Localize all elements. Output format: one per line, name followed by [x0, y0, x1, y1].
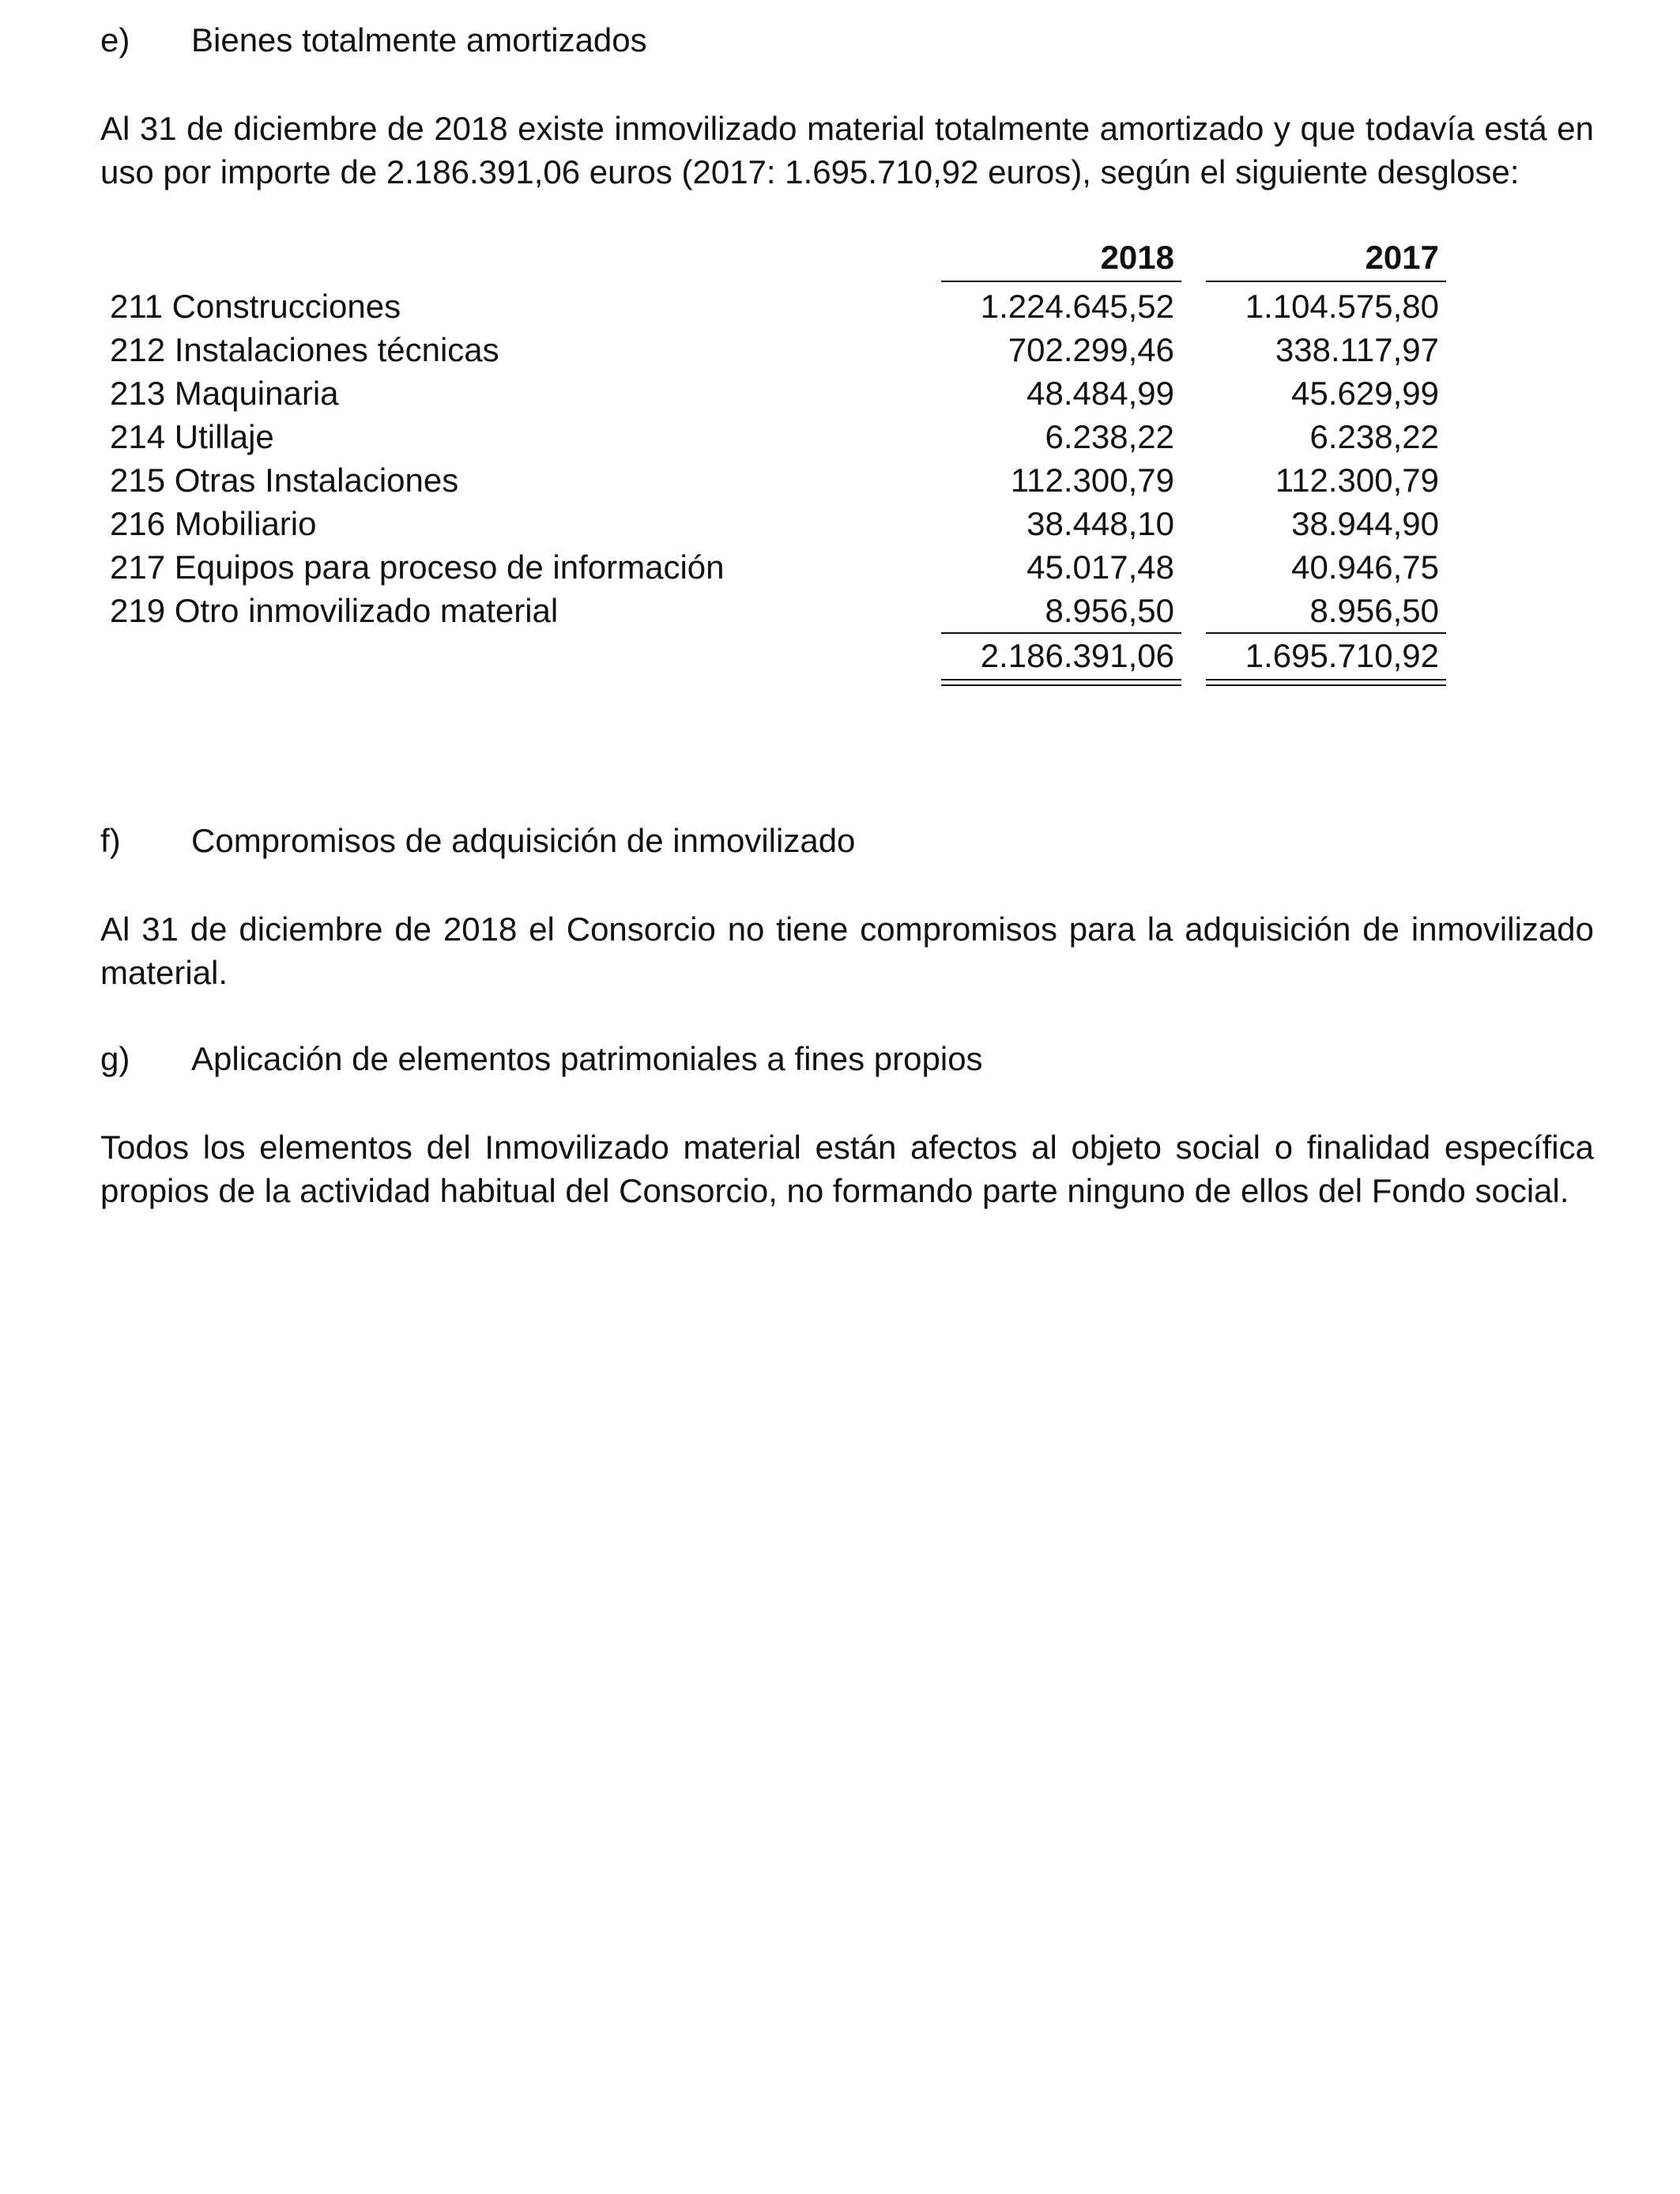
row-label: 215 Otras Instalaciones — [110, 462, 459, 499]
section-g-letter: g) — [100, 1040, 130, 1077]
row-label: 212 Instalaciones técnicas — [110, 331, 499, 368]
table-row — [0, 545, 1680, 589]
section-g-title: Aplicación de elementos patrimoniales a fines propios — [191, 1040, 983, 1077]
section-f-heading — [100, 820, 855, 862]
total-value-2018: 2.186.391,06 — [980, 637, 1174, 674]
row-value-2018: 112.300,79 — [1010, 462, 1174, 499]
table-row — [0, 458, 1680, 502]
row-value-2017: 38.944,90 — [1291, 505, 1439, 542]
total-double-rule-2018-top — [941, 679, 1181, 680]
column-header-2017: 2017 — [1365, 239, 1439, 276]
row-value-2018: 1.224.645,52 — [980, 288, 1174, 325]
row-label: 214 Utillaje — [110, 418, 274, 455]
row-value-2017: 45.629,99 — [1291, 375, 1439, 412]
row-value-2017: 338.117,97 — [1275, 331, 1439, 368]
row-value-2017: 112.300,79 — [1275, 462, 1439, 499]
section-e-letter: e) — [100, 21, 130, 58]
row-label: 213 Maquinaria — [110, 375, 339, 412]
header-underline-2017 — [1206, 281, 1446, 282]
header-underline-2018 — [941, 281, 1181, 282]
row-label: 219 Otro inmovilizado material — [110, 592, 559, 629]
row-label: 217 Equipos para proceso de información — [110, 548, 725, 586]
table-row — [0, 415, 1680, 458]
row-value-2017: 6.238,22 — [1309, 418, 1439, 455]
section-e-paragraph: Al 31 de diciembre de 2018 existe inmovilizado material totalmente amortizado y que todavía está en uso por importe de 2.186.391,06 euros (2017: 1.695.710,92 euros), según el siguiente desglose: — [100, 110, 1594, 190]
table-row — [0, 371, 1680, 415]
section-e-heading — [100, 19, 647, 62]
section-f-paragraph: Al 31 de diciembre de 2018 el Consorcio no tiene compromisos para la adquisición de inmovilizado material. — [100, 910, 1594, 991]
table-row — [0, 328, 1680, 371]
total-row — [0, 634, 1680, 677]
row-label: 216 Mobiliario — [110, 505, 317, 542]
section-e-title: Bienes totalmente amortizados — [191, 21, 647, 58]
total-double-rule-2018-bottom — [941, 684, 1181, 686]
row-value-2017: 40.946,75 — [1291, 548, 1439, 586]
row-label: 211 Construcciones — [110, 288, 401, 325]
row-value-2018: 6.238,22 — [1045, 418, 1174, 455]
section-g-heading — [100, 1038, 983, 1080]
row-value-2017: 1.104.575,80 — [1245, 288, 1439, 325]
section-g-paragraph: Todos los elementos del Inmovilizado material están afectos al objeto social o finalidad específica propios de la actividad habitual del Consorcio, no formando parte ninguno de ellos del Fondo social. — [100, 1129, 1594, 1209]
row-value-2018: 48.484,99 — [1026, 375, 1174, 412]
section-f-title: Compromisos de adquisición de inmovilizado — [191, 822, 856, 859]
total-value-2017: 1.695.710,92 — [1245, 637, 1439, 674]
total-double-rule-2017-bottom — [1206, 684, 1446, 686]
table-row — [0, 589, 1680, 632]
total-double-rule-2017-top — [1206, 679, 1446, 680]
row-value-2018: 8.956,50 — [1045, 592, 1174, 629]
row-value-2018: 38.448,10 — [1026, 505, 1174, 542]
row-value-2018: 702.299,46 — [1008, 331, 1174, 368]
section-f-letter: f) — [100, 822, 121, 859]
table-row — [0, 285, 1680, 328]
row-value-2018: 45.017,48 — [1026, 548, 1174, 586]
row-value-2017: 8.956,50 — [1309, 592, 1439, 629]
column-header-2018: 2018 — [1100, 239, 1174, 276]
table-row — [0, 502, 1680, 545]
